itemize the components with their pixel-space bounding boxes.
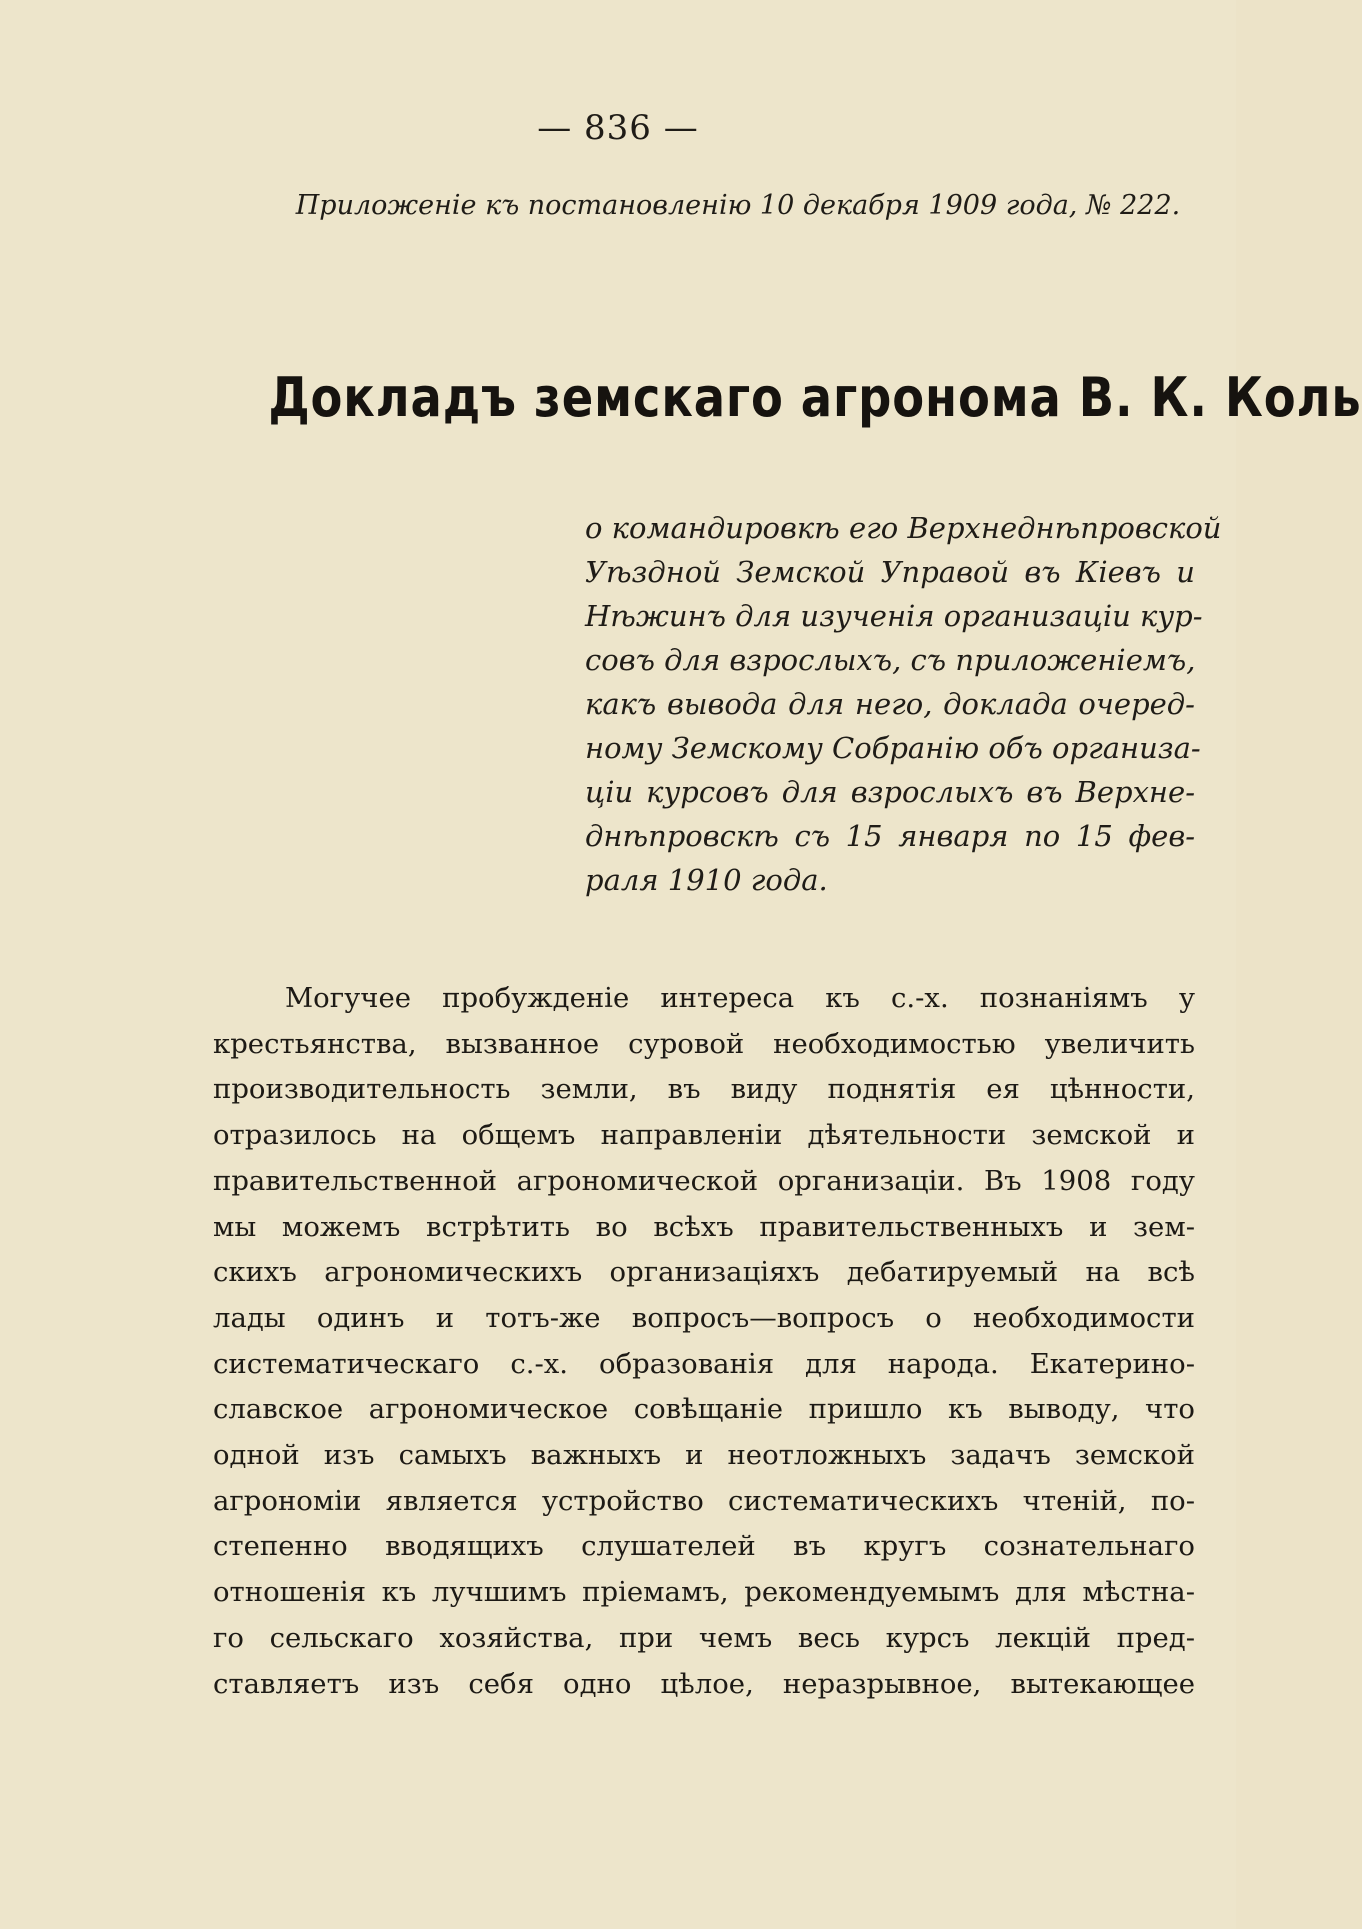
body-line: скихъ агрономическихъ организаціяхъ дебатируемый на всѣ — [213, 1256, 1195, 1289]
subtitle-line: какъ вывода для него, доклада очеред- — [585, 687, 1195, 721]
subtitle-line: Нѣжинъ для изученія организаціи кур- — [585, 599, 1203, 633]
report-subtitle — [585, 506, 1222, 902]
body-line: производительность земли, въ виду поднятія ея цѣнности, — [213, 1073, 1195, 1106]
body-line: систематическаго с.-х. образованія для народа. Екатерино- — [213, 1347, 1195, 1380]
subtitle-line: ціи курсовъ для взрослыхъ въ Верхне- — [585, 775, 1195, 809]
subtitle-line: ному Земскому Собранію объ организа- — [585, 731, 1201, 765]
annex-heading: Приложеніе къ постановленію 10 декабря 1909 года, № 222. — [295, 190, 1181, 221]
report-title: Докладъ земскаго агронома В. К. Коль — [268, 366, 1362, 429]
body-line: го сельскаго хозяйства, при чемъ весь курсъ лекцій пред- — [213, 1621, 1195, 1654]
body-line: Могучее пробужденіе интереса къ с.-х. познаніямъ у — [285, 982, 1195, 1014]
subtitle-line: Уѣздной Земской Управой въ Кіевъ и — [585, 555, 1195, 589]
body-line: ставляетъ изъ себя одно цѣлое, неразрывное, вытекающее — [213, 1667, 1195, 1700]
body-line: отразилось на общемъ направленіи дѣятельности земской и — [213, 1119, 1195, 1152]
body-line: агрономіи является устройство систематическихъ чтеній, по- — [213, 1484, 1195, 1517]
body-line: отношенія къ лучшимъ пріемамъ, рекомендуемымъ для мѣстна- — [213, 1576, 1195, 1609]
body-line: одной изъ самыхъ важныхъ и неотложныхъ задачъ земской — [213, 1439, 1195, 1472]
body-line: правительственной агрономической организаціи. Въ 1908 году — [213, 1164, 1195, 1197]
body-paragraph — [213, 976, 1195, 1707]
body-line: славское агрономическое совѣщаніе пришло къ выводу, что — [213, 1393, 1195, 1426]
page-number: — 836 — — [537, 108, 699, 148]
body-line: степенно вводящихъ слушателей въ кругъ сознательнаго — [213, 1530, 1195, 1563]
body-line: лады одинъ и тотъ-же вопросъ—вопросъ о необходимости — [213, 1301, 1195, 1334]
subtitle-line: совъ для взрослыхъ, съ приложеніемъ, — [585, 643, 1196, 677]
body-line: мы можемъ встрѣтить во всѣхъ правительственныхъ и зем- — [213, 1210, 1195, 1243]
subtitle-line: днѣпровскѣ съ 15 января по 15 фев- — [585, 819, 1195, 853]
body-line: крестьянства, вызванное суровой необходимостью увеличить — [213, 1027, 1195, 1060]
subtitle-line: о командировкѣ его Верхнеднѣпровской — [585, 511, 1222, 545]
subtitle-line: раля 1910 года. — [585, 863, 828, 897]
